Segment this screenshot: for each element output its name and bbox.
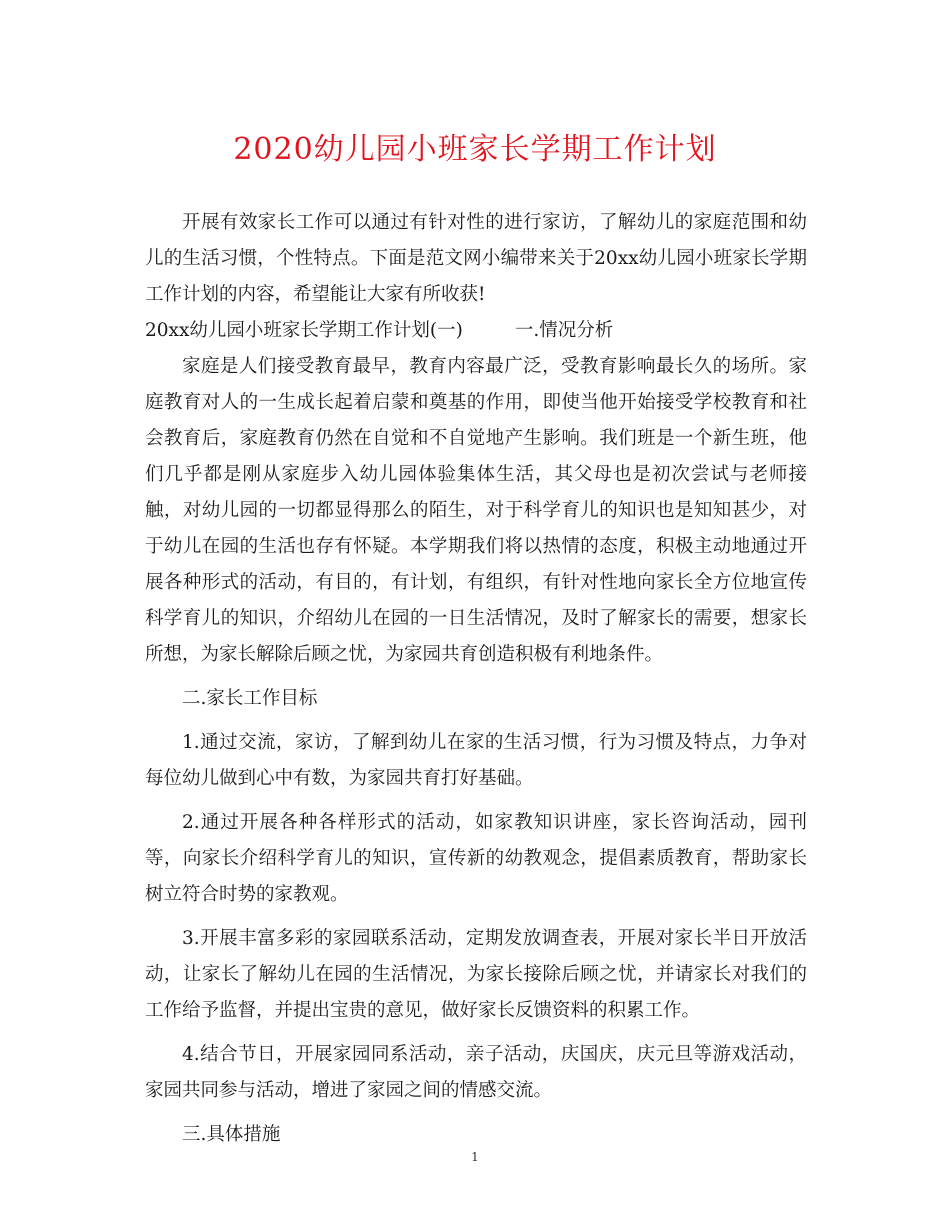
goal-item: 2.通过开展各种各样形式的活动，如家教知识讲座，家长咨询活动，园刊等，向家长介绍科学育儿的知识，宣传新的幼教观念，提倡素质教育，帮助家长树立符合时势的家教观。 [145, 812, 807, 905]
document-body [145, 205, 807, 1153]
intro-paragraph: 开展有效家长工作可以通过有针对性的进行家访，了解幼儿的家庭范围和幼儿的生活习惯，个性特点。下面是范文网小编带来关于20xx幼儿园小班家长学期工作计划的内容，希望能让大家有所收获! [145, 212, 807, 305]
plan-subheading: 20xx幼儿园小班家长学期工作计划(一) [145, 320, 463, 341]
page-number: 1 [471, 1150, 479, 1164]
goal-item: 3.开展丰富多彩的家园联系活动，定期发放调查表，开展对家长半日开放活动，让家长了解幼儿在园的生活情况，为家长接除后顾之忧，并请家长对我们的工作给予监督，并提出宝贵的意见，做好家长反馈资料的积累工作。 [145, 928, 807, 1021]
goal-item: 1.通过交流，家访，了解到幼儿在家的生活习惯，行为习惯及特点，力争对每位幼儿做到心中有数，为家园共育打好基础。 [145, 732, 807, 789]
document-title: 2020幼儿园小班家长学期工作计划 [233, 132, 717, 167]
situation-paragraph: 家庭是人们接受教育最早，教育内容最广泛，受教育影响最长久的场所。家庭教育对人的一生成长起着启蒙和奠基的作用，即使当他开始接受学校教育和社会教育后，家庭教育仍然在自觉和不自觉地产生影响。我们班是一个新生班，他们几乎都是刚从家庭步入幼儿园体验集体生活，其父母也是初次尝试与老师接触，对幼儿园的一切都显得那么的陌生，对于科学育儿的知识也是知知甚少，对于幼儿在园的生活也存有怀疑。本学期我们将以热情的态度，积极主动地通过开展各种形式的活动，有目的，有计划，有组织，有针对性地向家长全方位地宣传科学育儿的知识，介绍幼儿在园的一日生活情况，及时了解家长的需要，想家长所想，为家长解除后顾之忧，为家园共育创造积极有利地条件。 [145, 356, 807, 665]
section-heading-goals: 二.家长工作目标 [182, 688, 318, 709]
section-heading-situation: 一.情况分析 [514, 320, 614, 341]
goal-item: 4.结合节日，开展家园同系活动，亲子活动，庆国庆，庆元旦等游戏活动，家园共同参与活动，增进了家园之间的情感交流。 [145, 1044, 807, 1101]
section-heading-measures: 三.具体措施 [182, 1124, 281, 1145]
plan-subheading-row [145, 313, 807, 349]
